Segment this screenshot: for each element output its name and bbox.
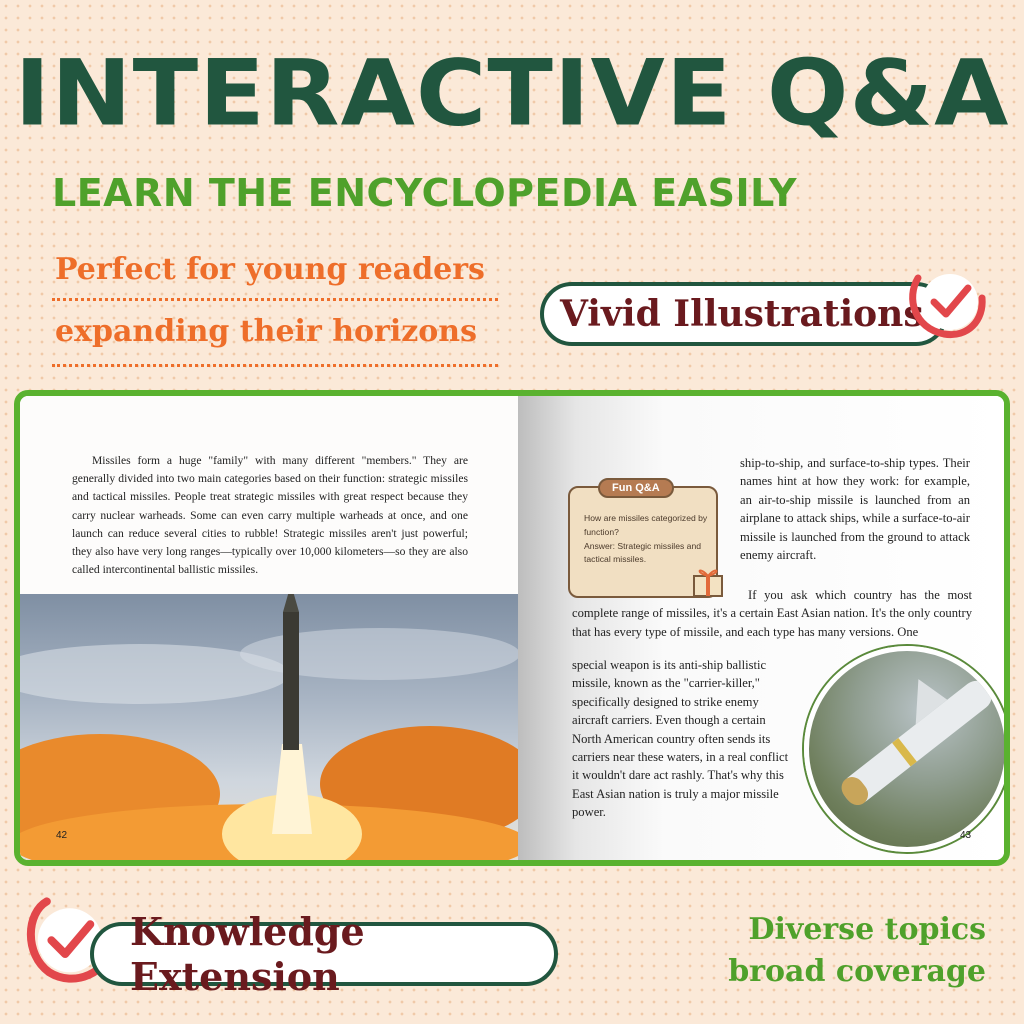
main-title: INTERACTIVE Q&A bbox=[14, 39, 1010, 147]
left-page-paragraph: Missiles form a huge "family" with many different "members." They are generally divided into two main categories based on their function: strategic missiles and tactical missiles. People treat strategic missiles with great respect because they carry nuclear warheads. Some can even carry multiple warheads at once, and one launch can reduce several cities to rubble! Strategic missiles aren't just powerful; they also have very long ranges—typically over 10,000 kilometers—so they are also called intercontinental ballistic missiles. bbox=[72, 454, 468, 577]
dotted-divider-2 bbox=[52, 364, 498, 367]
fun-qa-question: How are missiles categorized by function? bbox=[584, 513, 708, 537]
diverse-topics-line-2: broad coverage bbox=[728, 954, 986, 989]
fun-qa-label: Fun Q&A bbox=[598, 478, 674, 498]
tagline-line-2: expanding their horizons bbox=[55, 314, 477, 349]
right-page-text-middle: If you ask which country has the most complete range of missiles, it's a certain East Asian nation. It's the only country that has every type of missile, and each type has many versions. One bbox=[572, 588, 972, 639]
right-page-text-side: special weapon is its anti-ship ballistic missile, known as the "carrier-killer," specifically designed to strike enemy aircraft carriers. Even though a certain North American country often sends its carriers near these waters, in a real conflict it wouldn't dare act rashly. That's why this East Asian nation is truly a major missile power. bbox=[572, 658, 789, 820]
open-book-spread bbox=[14, 390, 1010, 866]
left-page bbox=[20, 396, 518, 860]
dotted-divider-1 bbox=[52, 298, 498, 301]
right-page-text-top: ship-to-ship, and surface-to-ship types. Their names hint at how they work: for example, an air-to-ship missile is launched from an airplane to attack ships, while a surface-to-air missile is launched from the ground to attack enemy aircraft. bbox=[740, 456, 970, 563]
knowledge-extension-badge bbox=[90, 909, 558, 999]
page-number-left: 42 bbox=[56, 830, 68, 841]
right-page bbox=[518, 396, 1004, 860]
tagline-line-1: Perfect for young readers bbox=[55, 252, 485, 287]
fun-qa-text bbox=[584, 512, 708, 567]
missile-closeup-photo bbox=[804, 646, 1004, 852]
check-icon bbox=[904, 258, 988, 342]
diverse-topics-line-1: Diverse topics bbox=[748, 912, 986, 947]
vivid-illustrations-badge bbox=[540, 282, 948, 346]
subtitle: LEARN THE ENCYCLOPEDIA EASILY bbox=[52, 171, 797, 215]
page-number-right: 43 bbox=[960, 830, 972, 841]
fun-qa-answer: Answer: Strategic missiles and tactical missiles. bbox=[584, 540, 702, 565]
vivid-illustrations-label: Vivid Illustrations bbox=[560, 293, 924, 335]
knowledge-extension-label: Knowledge Extension bbox=[130, 909, 365, 999]
missile-launch-photo bbox=[20, 594, 518, 860]
